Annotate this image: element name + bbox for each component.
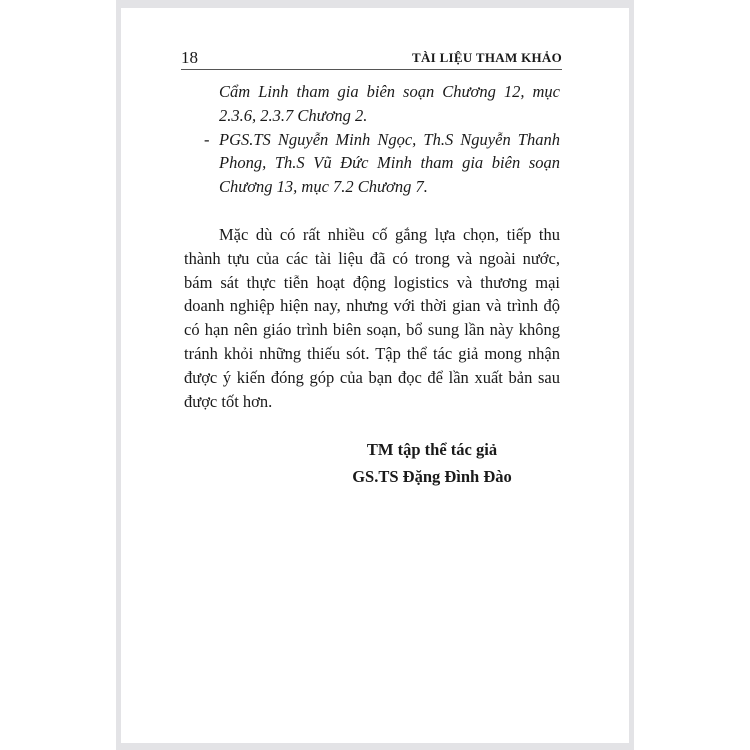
credit-item-text: PGS.TS Nguyễn Minh Ngọc, Th.S Nguyễn Thanh Phong, Th.S Vũ Đức Minh tham gia biên soạn Chương 13, mục 7.2 Chương 7. [219,129,560,197]
bullet-dash-icon: - [204,129,210,149]
page-header [181,45,562,70]
body-paragraph: Mặc dù có rất nhiều cố gắng lựa chọn, tiếp thu thành tựu của các tài liệu đã có trong và ngoài nước, bám sát thực tiễn hoạt động logistics và thương mại doanh nghiệp hiện nay, nhưng với thời gian và trình độ có hạn nên giáo trình biên soạn, bổ sung lần này không tránh khỏi những thiếu sót. Tập thể tác giả mong nhận được ý kiến đóng góp của bạn đọc để lần xuất bản sau được tốt hơn. [184,224,560,411]
signature-block [184,436,560,490]
signature-name: GS.TS Đặng Đình Đào [352,467,512,487]
page-content [184,80,560,490]
credit-continuation: Cẩm Linh tham gia biên soạn Chương 12, mục 2.3.6, 2.3.7 Chương 2. [219,82,560,125]
running-head: TÀI LIỆU THAM KHẢO [412,50,562,65]
signature-title: TM tập thể tác giả [366,440,498,460]
page-number: 18 [181,48,198,67]
credit-item [184,128,560,199]
